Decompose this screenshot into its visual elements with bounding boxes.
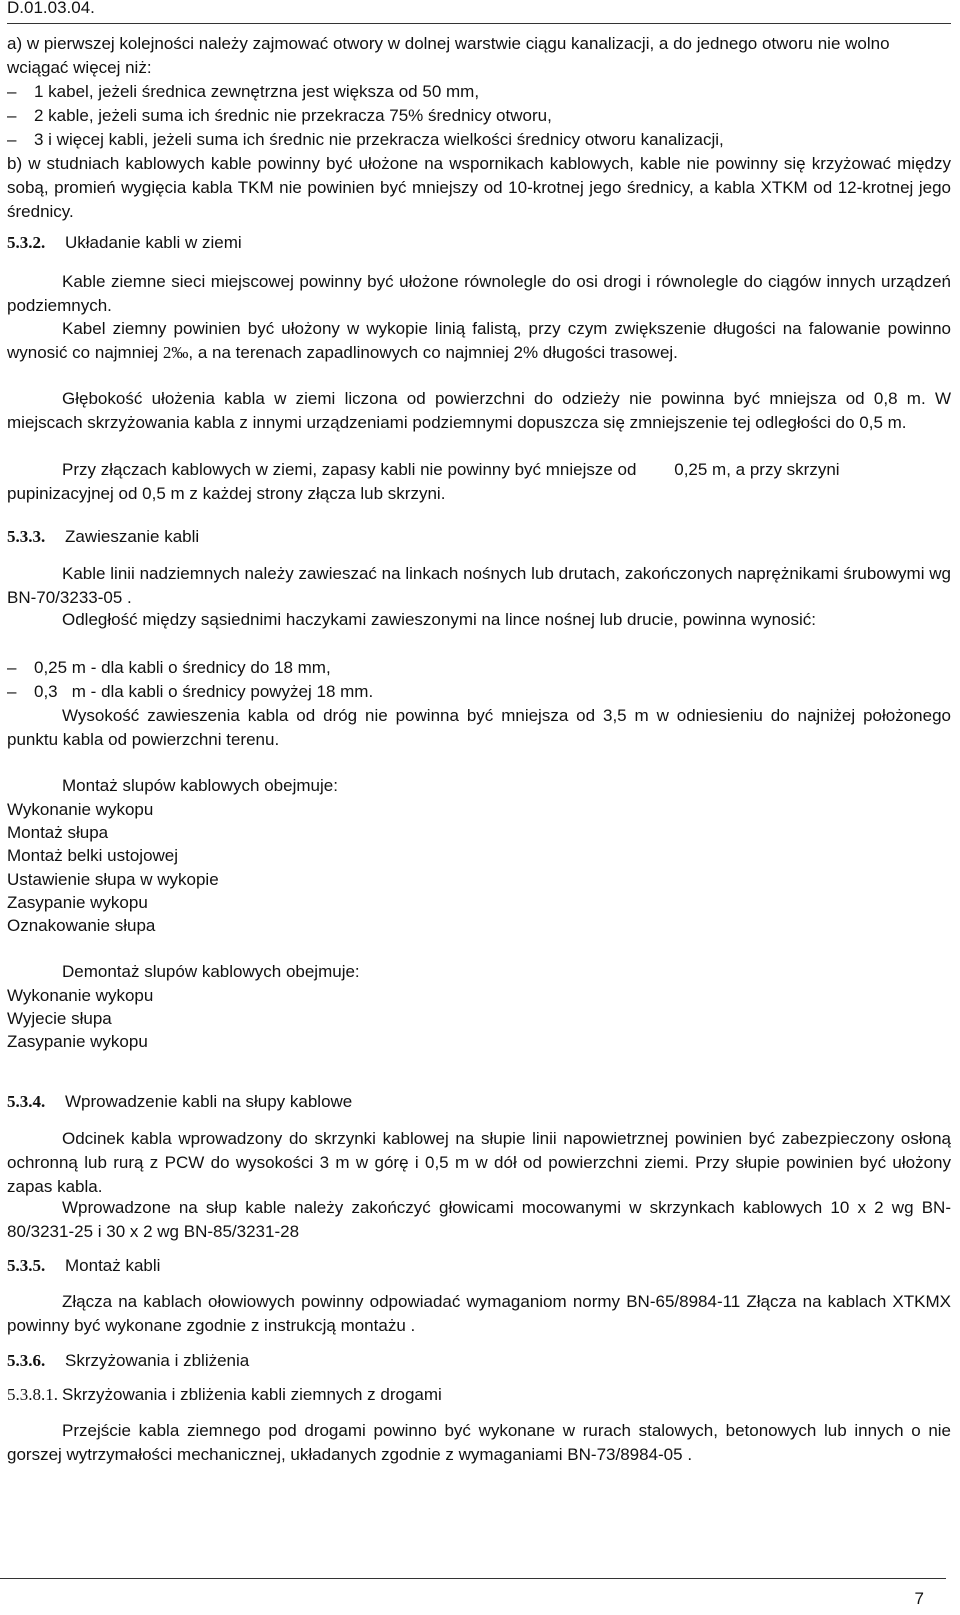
dash-bullet: – <box>7 130 17 149</box>
paragraph: Odcinek kabla wprowadzony do skrzynki kablowej na słupie linii napowietrznej powinien być zabezpieczony osłoną ochronną lub rurą z PCW do wysokości 3 m w górę i 0,5 m w dół od powierzchni ziemi. Przy słupie powinien być ułożony zapas kabla. <box>7 1129 951 1196</box>
dash-bullet: – <box>7 658 17 677</box>
paragraph: Przejście kabla ziemnego pod drogami powinno być wykonane w rurach stalowych, betonowych lub innych o nie gorszej wytrzymałości mechanicznej, układanych zgodnie z wymaganiami BN-73/8984-05 . <box>7 1421 951 1464</box>
demontaz-heading: Demontaż slupów kablowych obejmuje: <box>62 962 360 981</box>
section-5-3-6-heading: 5.3.6. Skrzyżowania i zbliżenia <box>7 1351 250 1370</box>
paragraph: Przy złączach kablowych w ziemi, zapasy kabli nie powinny być mniejsze od 0,25 m, a przy skrzyni pupinizacyjnej od 0,5 m z każdej strony złącza lub skrzyni. <box>7 460 845 503</box>
section-5-3-2-heading: 5.3.2. Układanie kabli w ziemi <box>7 233 242 252</box>
paragraph: Głębokość ułożenia kabla w ziemi liczona od powierzchni do odzieży nie powinna być mniejsza od 0,8 m. W miejscach skrzyżowania kabla z innymi urządzeniami podziemnymi dopuszcza się zmniejszenie tej odległości do 0,5 m. <box>7 389 951 432</box>
section-5-3-8-1-heading: 5.3.8.1. Skrzyżowania i zbliżenia kabli ziemnych z drogami <box>7 1385 442 1404</box>
paragraph: Złącza na kablach ołowiowych powinny odpowiadać wymaganiom normy BN-65/8984-11 Złącza na kablach XTKMX powinny być wykonane zgodnie z instrukcją montażu . <box>7 1292 951 1335</box>
paragraph: Kable ziemne sieci miejscowej powinny być ułożone równolegle do osi drogi i równolegle do ciągów innych urządzeń podziemnych. <box>7 272 951 315</box>
list-item: Ustawienie słupa w wykopie <box>7 870 219 889</box>
list-item: Montaż słupa <box>7 823 109 842</box>
montaz-heading: Montaż slupów kablowych obejmuje: <box>62 776 338 795</box>
document-code: D.01.03.04. <box>7 0 95 17</box>
section-5-3-3-heading: 5.3.3. Zawieszanie kabli <box>7 527 200 546</box>
dash-bullet: – <box>7 682 17 701</box>
paragraph: Wysokość zawieszenia kabla od dróg nie powinna być mniejsza od 3,5 m w odniesieniu do najniżej położonego punktu kabla od powierzchni terenu. <box>7 706 951 749</box>
dash-bullet: – <box>7 106 17 125</box>
list-item: Oznakowanie słupa <box>7 916 156 935</box>
list-b-paragraph: b) w studniach kablowych kable powinny być ułożone na wspornikach kablowych, kable nie powinny się krzyżować między sobą, promień wygięcia kabla TKM nie powinien być mniejszy od 10-krotnej jego średnicy, a kabla XTKM od 12-krotnej jego średnicy. <box>7 154 951 221</box>
list-item: Montaż belki ustojowej <box>7 846 179 865</box>
list-item: Wyjecie słupa <box>7 1009 112 1028</box>
list-item: Wykonanie wykopu <box>7 800 154 819</box>
section-5-3-5-heading: 5.3.5. Montaż kabli <box>7 1256 161 1275</box>
page-number: 7 <box>914 1589 924 1608</box>
section-5-3-4-heading: 5.3.4. Wprowadzenie kabli na słupy kablowe <box>7 1092 353 1111</box>
paragraph: Wprowadzone na słup kable należy zakończyć głowicami mocowanymi w skrzynkach kablowych 10 x 2 wg BN-80/3231-25 i 30 x 2 wg BN-85/3231-28 <box>7 1198 951 1241</box>
list-item: Zasypanie wykopu <box>7 1032 148 1051</box>
list-item: Wykonanie wykopu <box>7 986 154 1005</box>
paragraph: Kabel ziemny powinien być ułożony w wykopie linią falistą, przy czym zwiększenie długości na falowanie powinno wynosić co najmniej 2‰, a na terenach zapadlinowych co najmniej 2% długości trasowej. <box>7 319 951 362</box>
paragraph: Kable linii nadziemnych należy zawieszać na linkach nośnych lub drutach, zakończonych naprężnikami śrubowymi wg BN-70/3233-05 . <box>7 564 951 607</box>
dash-bullet: – <box>7 82 17 101</box>
page-header <box>7 0 951 24</box>
list-a-intro: a) w pierwszej kolejności należy zajmować otwory w dolnej warstwie ciągu kanalizacji, a do jednego otworu nie wolno wciągać więcej niż: <box>7 34 890 77</box>
list-item: Zasypanie wykopu <box>7 893 148 912</box>
paragraph: Odległość między sąsiednimi haczykami zawieszonymi na lince nośnej lub drucie, powinna wynosić: <box>62 610 817 629</box>
page-footer <box>0 1578 946 1608</box>
